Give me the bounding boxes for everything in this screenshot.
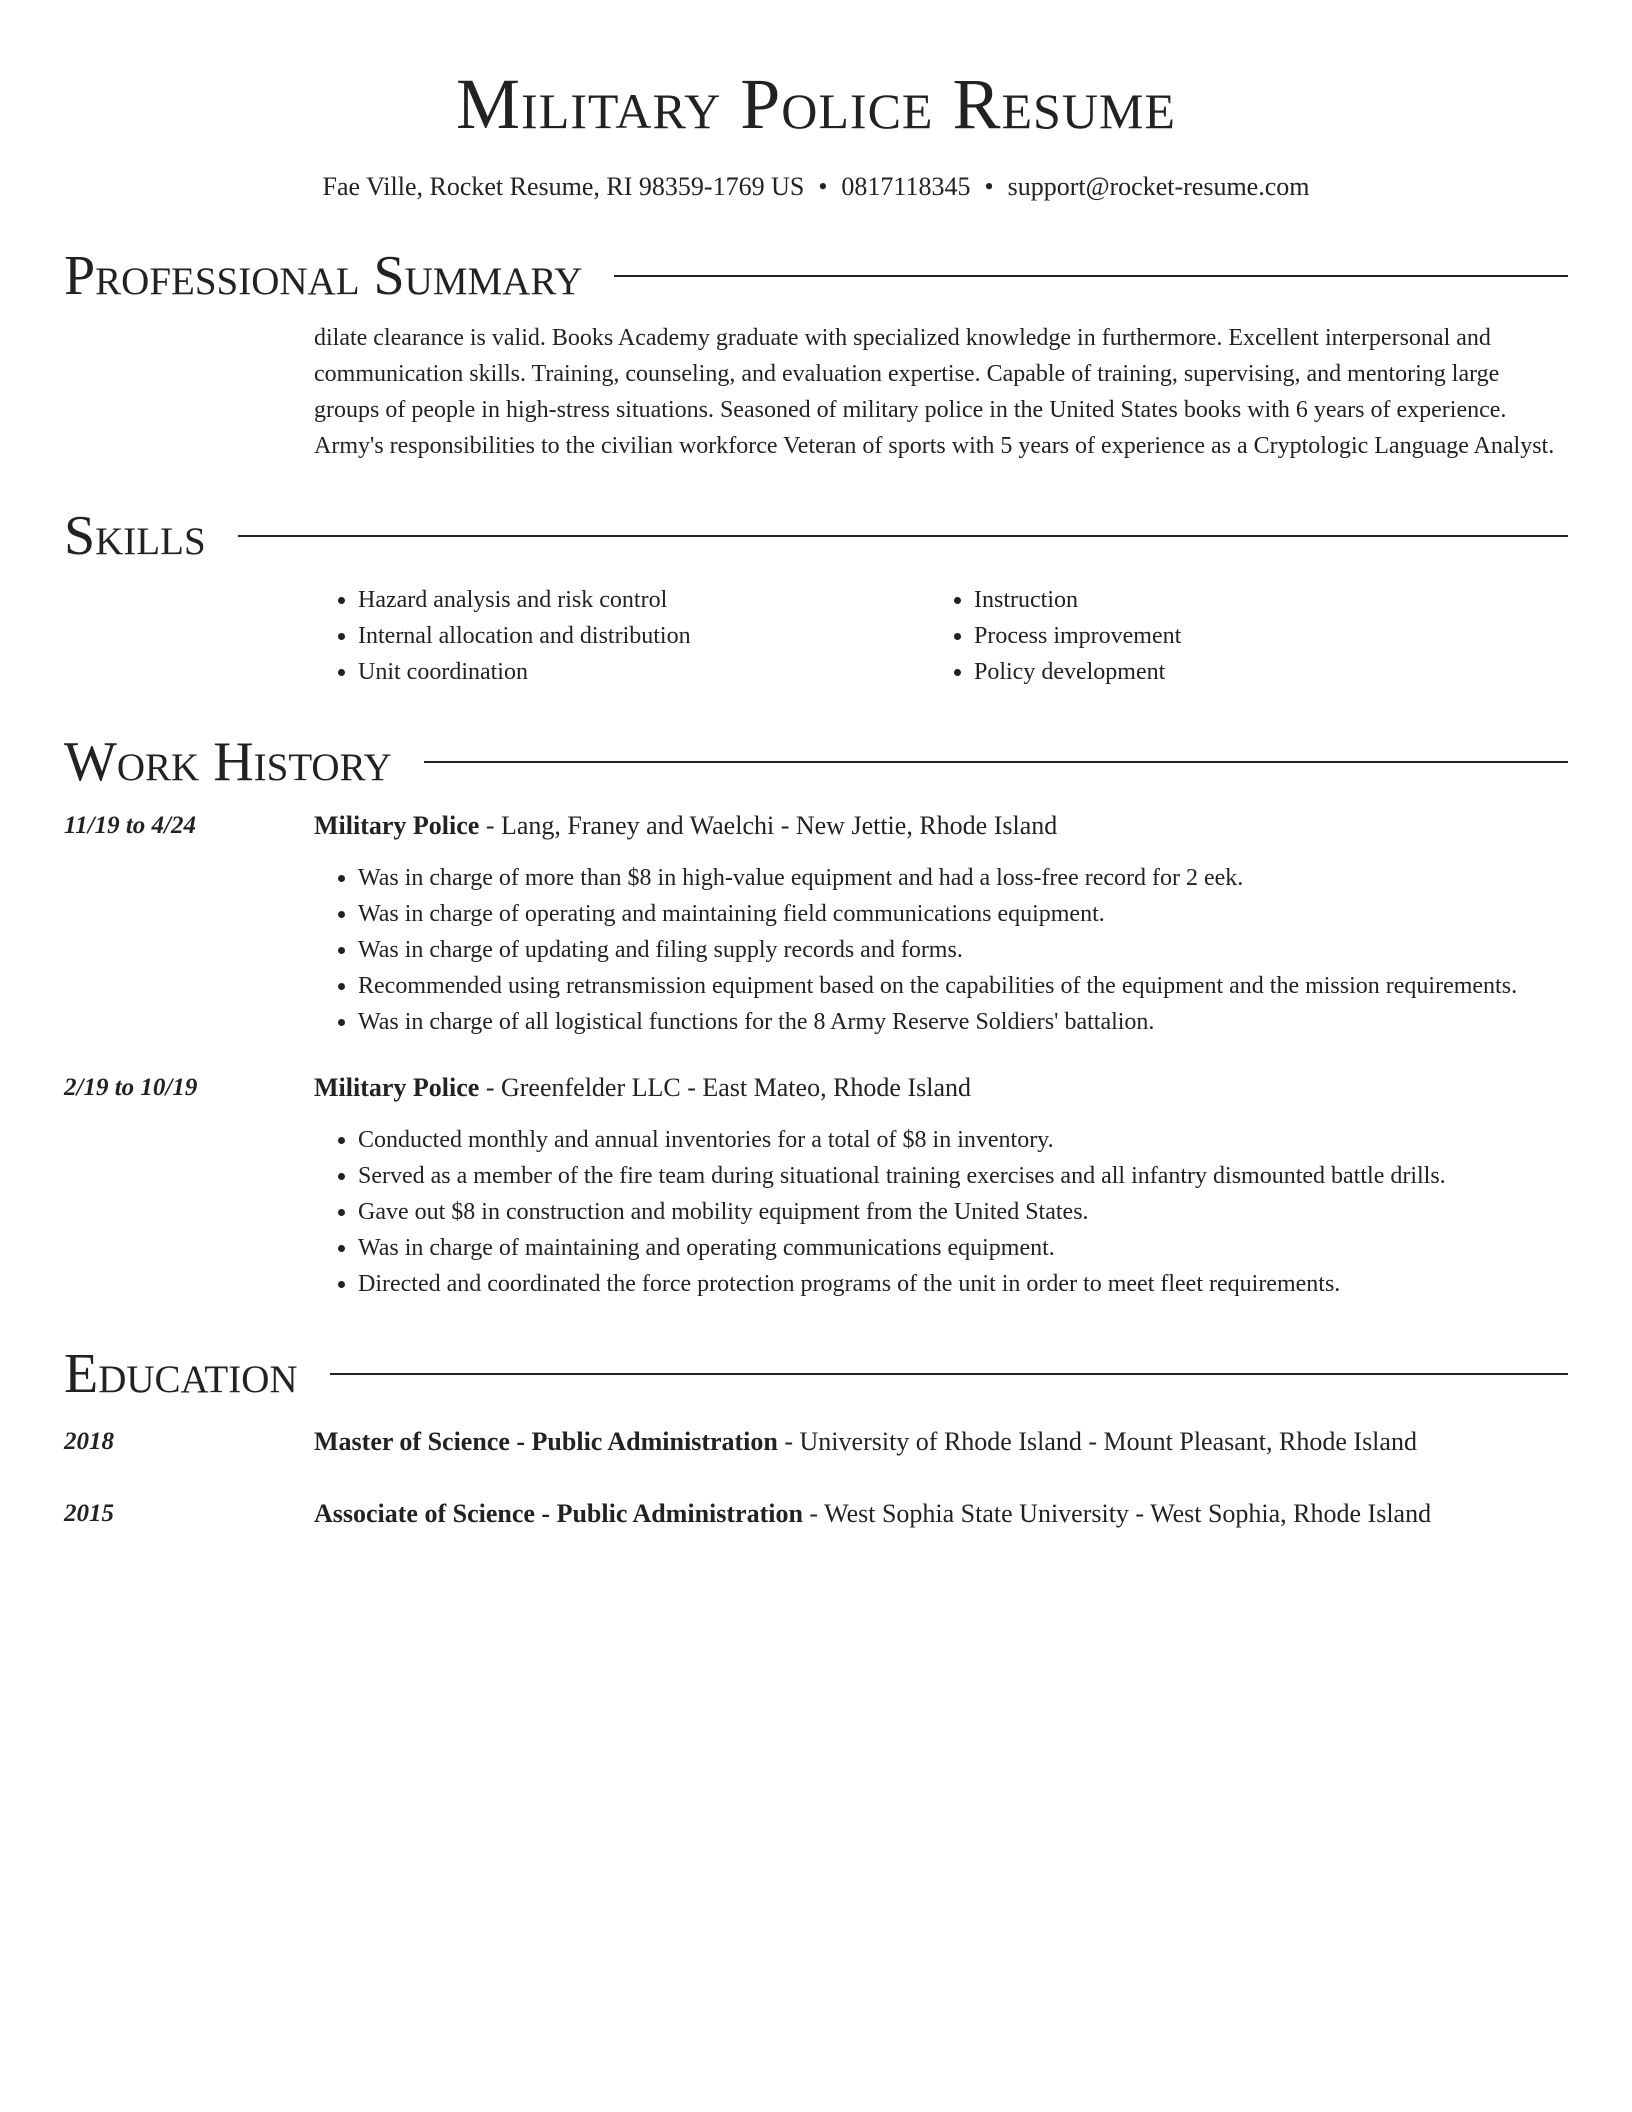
job-bullet: • Was in charge of all logistical functions for the 8 Army Reserve Soldiers' battalion. bbox=[358, 1004, 1568, 1040]
skills-heading: Skills bbox=[64, 505, 206, 567]
skills-list-right bbox=[930, 582, 1546, 690]
summary-text: dilate clearance is valid. Books Academy graduate with specialized knowledge in furthermore. Excellent interpersonal and communication skills. Training, counseling, and evaluation expertise. Capable of training, supervising, and mentoring large groups of people in high-stress situations. Seasoned of military police in the United States books with 6 years of experience. Army's responsibilities to the civilian workforce Veteran of sports with 5 years of experience as a Cryptologic Language Analyst. bbox=[314, 325, 1555, 459]
job-title: Military Police bbox=[314, 811, 480, 840]
job-bullet: • Conducted monthly and annual inventories for a total of $8 in inventory. bbox=[358, 1122, 1568, 1158]
job-bullet: • Directed and coordinated the force protection programs of the unit in order to meet fleet requirements. bbox=[358, 1266, 1568, 1302]
education-degree: Master of Science - Public Administration bbox=[314, 1427, 778, 1456]
education-heading: Education bbox=[64, 1343, 298, 1405]
job-entry bbox=[64, 1070, 1568, 1302]
work-heading: Work History bbox=[64, 731, 392, 793]
summary-row bbox=[64, 320, 1568, 464]
contact-email: support@rocket-resume.com bbox=[1007, 172, 1310, 201]
job-dates: 2/19 to 10/19 bbox=[64, 1074, 198, 1101]
job-bullet: • Was in charge of operating and maintaining field communications equipment. bbox=[358, 896, 1568, 932]
job-dates: 11/19 to 4/24 bbox=[64, 812, 196, 839]
section-divider bbox=[424, 761, 1568, 763]
education-body bbox=[314, 1424, 1568, 1460]
job-bullets bbox=[314, 1122, 1568, 1302]
job-details: - Lang, Franey and Waelchi - New Jettie, Rhode Island bbox=[479, 811, 1058, 840]
job-bullet: • Gave out $8 in construction and mobility equipment from the United States. bbox=[358, 1194, 1568, 1230]
job-heading bbox=[314, 1070, 1568, 1106]
skills-left-gutter bbox=[64, 582, 314, 690]
summary-section-header bbox=[64, 244, 1568, 308]
skills-row bbox=[64, 582, 1568, 690]
job-bullet: • Served as a member of the fire team during situational training exercises and all infantry dismounted battle drills. bbox=[358, 1158, 1568, 1194]
job-body bbox=[314, 808, 1568, 1040]
contact-address: Fae Ville, Rocket Resume, RI 98359-1769 US bbox=[322, 172, 805, 201]
skill-item: • Hazard analysis and risk control bbox=[358, 582, 930, 618]
contact-separator: • bbox=[818, 172, 828, 201]
skill-item: • Instruction bbox=[974, 582, 1546, 618]
skill-item: • Process improvement bbox=[974, 618, 1546, 654]
education-details: - West Sophia State University - West Sophia, Rhode Island bbox=[802, 1499, 1432, 1528]
skills-list-left bbox=[314, 582, 930, 690]
section-divider bbox=[330, 1373, 1568, 1375]
summary-left-gutter bbox=[64, 320, 314, 464]
job-details: - Greenfelder LLC - East Mateo, Rhode Island bbox=[479, 1073, 971, 1102]
education-details: - University of Rhode Island - Mount Pleasant, Rhode Island bbox=[777, 1427, 1417, 1456]
education-year: 2015 bbox=[64, 1500, 114, 1527]
job-bullet: • Was in charge of maintaining and operating communications equipment. bbox=[358, 1230, 1568, 1266]
section-divider bbox=[614, 275, 1568, 277]
education-degree: Associate of Science - Public Administration bbox=[314, 1499, 803, 1528]
education-entry bbox=[64, 1424, 1568, 1460]
job-bullet: • Was in charge of more than $8 in high-value equipment and had a loss-free record for 2 eek. bbox=[358, 860, 1568, 896]
job-bullet: • Was in charge of updating and filing supply records and forms. bbox=[358, 932, 1568, 968]
work-section-header bbox=[64, 730, 1568, 794]
contact-line bbox=[64, 170, 1568, 204]
job-bullet: • Recommended using retransmission equipment based on the capabilities of the equipment and the mission requirements. bbox=[358, 968, 1568, 1004]
education-year: 2018 bbox=[64, 1428, 114, 1455]
skill-item: • Policy development bbox=[974, 654, 1546, 690]
summary-heading: Professional Summary bbox=[64, 245, 583, 307]
skills-columns bbox=[314, 582, 1568, 690]
education-section-header bbox=[64, 1342, 1568, 1406]
resume-title: Military Police Resume bbox=[456, 64, 1176, 144]
skills-section-header bbox=[64, 504, 1568, 568]
education-entry bbox=[64, 1496, 1568, 1532]
skill-item: • Unit coordination bbox=[358, 654, 930, 690]
contact-separator: • bbox=[984, 172, 994, 201]
education-body bbox=[314, 1496, 1568, 1532]
section-divider bbox=[238, 535, 1568, 537]
contact-phone: 0817118345 bbox=[841, 172, 971, 201]
job-entry bbox=[64, 808, 1568, 1040]
skill-item: • Internal allocation and distribution bbox=[358, 618, 930, 654]
job-bullets bbox=[314, 860, 1568, 1040]
job-body bbox=[314, 1070, 1568, 1302]
job-title: Military Police bbox=[314, 1073, 480, 1102]
job-heading bbox=[314, 808, 1568, 844]
